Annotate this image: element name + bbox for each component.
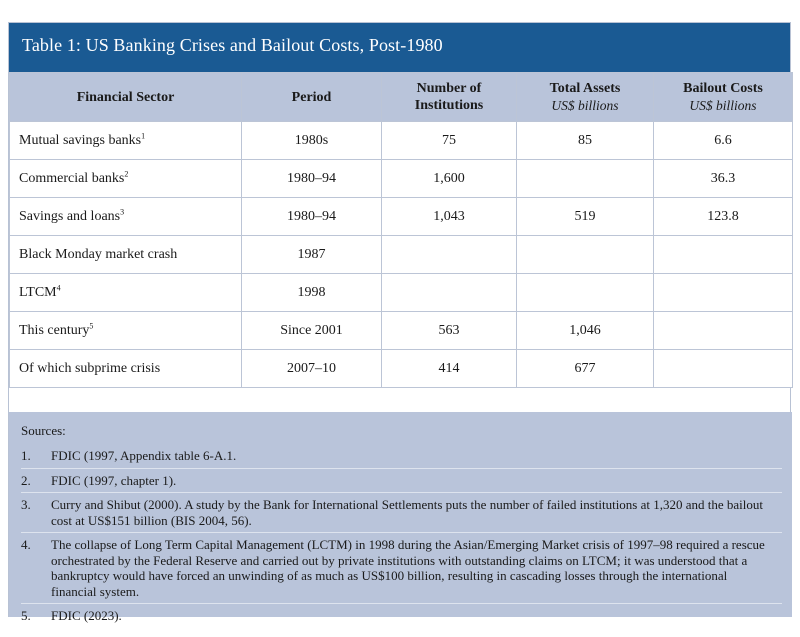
note-text: FDIC (1997, chapter 1). <box>51 472 177 488</box>
sector-cell: Black Monday market crash <box>10 236 242 274</box>
institutions-cell: 1,600 <box>382 160 517 198</box>
bailout-cell: 36.3 <box>654 160 793 198</box>
table-row <box>10 274 793 312</box>
institutions-cell <box>382 236 517 274</box>
note-text: Curry and Shibut (2000). A study by the Bank for International Settlements puts the number of failed institutions at 1,320 and the bailout cost at US$151 billion (BIS 2004, 56). <box>51 497 764 528</box>
table-row <box>10 312 793 350</box>
source-note <box>21 493 782 533</box>
institutions-cell: 75 <box>382 122 517 160</box>
header-row <box>10 73 793 122</box>
table-title: Table 1: US Banking Crises and Bailout Costs, Post-1980 <box>22 35 443 55</box>
sources-label: Sources: <box>21 423 66 438</box>
note-number: 1. <box>21 448 31 463</box>
title-bar <box>9 23 790 72</box>
period-cell: 1980s <box>242 122 382 160</box>
column-unit: US$ billions <box>689 98 757 113</box>
assets-cell: 519 <box>517 198 654 236</box>
sector-cell: Mutual savings banks$^1$ <box>10 122 242 160</box>
bailout-cell <box>654 236 793 274</box>
period-cell: 1980–94 <box>242 160 382 198</box>
bailout-cell: 6.6 <box>654 122 793 160</box>
column-header: Total Assets US$ billions <box>517 73 654 122</box>
column-header: Number of Institutions <box>382 73 517 122</box>
table-card <box>8 22 791 623</box>
footnote-marker: 4 <box>56 282 61 292</box>
note-number: 4. <box>21 537 31 552</box>
assets-cell: 1,046 <box>517 312 654 350</box>
assets-cell <box>517 160 654 198</box>
assets-cell: 677 <box>517 350 654 388</box>
sector-cell: This century$^5$ <box>10 312 242 350</box>
footnote-marker: 1 <box>141 130 146 140</box>
assets-cell <box>517 236 654 274</box>
period-cell: 1980–94 <box>242 198 382 236</box>
footnote-marker: 2 <box>124 168 129 178</box>
note-number: 3. <box>21 497 31 512</box>
sector-cell: LTCM$^4$ <box>10 274 242 312</box>
bailout-cell: 123.8 <box>654 198 793 236</box>
note-number: 5. <box>21 608 31 623</box>
source-note <box>21 444 782 469</box>
period-cell: 2007–10 <box>242 350 382 388</box>
table-row <box>10 198 793 236</box>
table-row <box>10 122 793 160</box>
period-cell: 1998 <box>242 274 382 312</box>
table-row <box>10 160 793 198</box>
footnote-marker: 5 <box>89 320 94 330</box>
institutions-cell: 414 <box>382 350 517 388</box>
note-text: The collapse of Long Term Capital Management (LCTM) in 1998 during the Asian/Emerging Market crisis of 1997–98 required a rescue orchestrated by the Federal Reserve and carried out by private institutions with outstanding claims on LTCM; it was understood that a bankruptcy would have forced an unwinding of as much as US$100 billion, resulting in cascading losses through the international financial system. <box>51 537 765 599</box>
assets-cell: 85 <box>517 122 654 160</box>
footnote-marker: 3 <box>120 206 125 216</box>
sources-panel <box>9 412 792 623</box>
institutions-cell: 1,043 <box>382 198 517 236</box>
source-note <box>21 469 782 494</box>
table-row <box>10 350 793 388</box>
source-note <box>21 533 782 604</box>
institutions-cell <box>382 274 517 312</box>
bailout-cell <box>654 350 793 388</box>
period-cell: Since 2001 <box>242 312 382 350</box>
column-header: Bailout Costs US$ billions <box>654 73 793 122</box>
table-row <box>10 236 793 274</box>
source-note <box>21 604 782 628</box>
column-header: Financial Sector <box>10 73 242 122</box>
sector-cell: Commercial banks$^2$ <box>10 160 242 198</box>
sector-cell: Savings and loans$^3$ <box>10 198 242 236</box>
bailout-cell <box>654 312 793 350</box>
sector-cell: Of which subprime crisis <box>10 350 242 388</box>
note-text: FDIC (2023). <box>51 608 122 623</box>
bailout-cell <box>654 274 793 312</box>
assets-cell <box>517 274 654 312</box>
column-header: Period <box>242 73 382 122</box>
period-cell: 1987 <box>242 236 382 274</box>
note-text: FDIC (1997, Appendix table 6-A.1. <box>51 448 237 463</box>
note-number: 2. <box>21 472 31 488</box>
institutions-cell: 563 <box>382 312 517 350</box>
column-unit: US$ billions <box>551 98 619 113</box>
data-table <box>9 72 793 388</box>
